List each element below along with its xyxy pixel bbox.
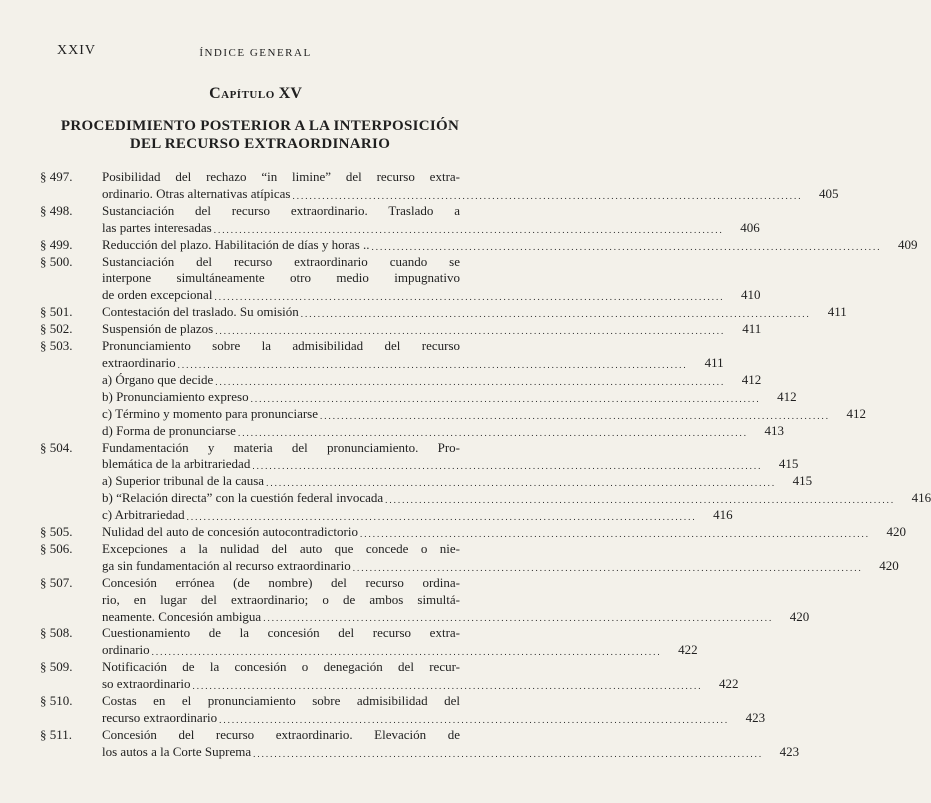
toc-line (102, 659, 460, 676)
toc-line-text: interpone simultáneamente otro medio impugnativo (102, 270, 460, 286)
leader-dots: ........................................................................................................................ (250, 393, 761, 404)
section-number: § 502. (40, 321, 73, 337)
section-number: § 504. (40, 439, 73, 455)
toc-entry-body (102, 202, 760, 237)
toc-page-number: 409 (898, 236, 918, 252)
toc-line-text: Sustanciación del recurso extraordinario. Traslado a (102, 202, 460, 218)
toc-line-final (102, 490, 931, 507)
toc-line-final (102, 405, 866, 423)
toc-line (102, 203, 460, 220)
leader-dots: ........................................................................................................................ (219, 714, 730, 725)
leader-dots: ........................................................................................................................ (215, 326, 726, 337)
toc-entry[interactable] (40, 693, 766, 727)
toc-line (102, 727, 460, 744)
toc-line-text: Reducción del plazo. Habilitación de días y horas .. (102, 236, 370, 252)
leader-dots: ........................................................................................................................ (320, 410, 830, 421)
toc-page-number: 416 (713, 507, 733, 523)
leader-dots: ........................................................................................................................ (300, 309, 811, 320)
toc-line (102, 338, 460, 355)
toc-line-text: ordinario (102, 642, 150, 658)
toc-line-text: ordinario. Otras alternativas atípicas (102, 185, 291, 201)
toc-subentry[interactable] (102, 490, 931, 507)
toc-line-final (102, 524, 906, 541)
toc-entry-body (102, 625, 698, 659)
toc-entry[interactable] (40, 574, 810, 626)
toc-entry-body (102, 169, 839, 203)
toc-line (102, 592, 460, 609)
toc-page-number: 420 (789, 608, 810, 624)
toc-line-text: de orden excepcional (102, 287, 213, 303)
toc-entry-body (102, 253, 761, 305)
toc-line-text: b) “Relación directa” con la cuestión federal invocada (102, 490, 384, 506)
toc-line-final (102, 371, 762, 389)
toc-subentry[interactable] (102, 371, 762, 389)
section-number: § 497. (40, 169, 73, 184)
toc-entry[interactable] (40, 439, 931, 525)
toc-line (102, 541, 460, 558)
chapter-title (55, 117, 465, 153)
toc-line-text: ga sin fundamentación al recurso extraordinario (102, 557, 351, 573)
toc-entry-body (102, 304, 847, 321)
toc-page-number: 420 (886, 524, 906, 540)
toc-line-final (102, 557, 899, 575)
toc-line-final (102, 388, 797, 406)
section-number: § 503. (40, 338, 73, 354)
toc-line-text: a) Órgano que decide (102, 371, 214, 387)
toc-page-number: 415 (778, 456, 799, 472)
toc-entry[interactable] (40, 338, 866, 439)
toc-entry[interactable] (40, 202, 760, 237)
toc-page-number: 411 (827, 304, 847, 320)
toc-page-number: 410 (740, 287, 761, 303)
toc-line-final (102, 642, 698, 659)
toc-line-text: Suspensión de plazos (102, 321, 214, 337)
toc-line-final (102, 185, 839, 203)
toc-entry-body (102, 659, 739, 693)
leader-dots: ........................................................................................................................ (352, 562, 863, 573)
toc-line (102, 575, 460, 592)
section-number: § 498. (40, 202, 73, 218)
leader-dots: ........................................................................................................................ (215, 376, 726, 387)
toc-line-text: so extraordinario (102, 676, 191, 692)
toc-line-text: Cuestionamiento de la concesión del recurso extra- (102, 625, 460, 641)
toc-line-text: recurso extraordinario (102, 710, 218, 725)
leader-dots: ........................................................................................................................ (371, 241, 882, 252)
toc-entry[interactable] (40, 540, 899, 575)
toc-subentry[interactable] (102, 473, 813, 490)
toc-line-text: b) Pronunciamiento expreso (102, 388, 249, 404)
toc-page-number: 412 (741, 371, 762, 387)
leader-dots: ........................................................................................................................ (151, 647, 662, 658)
leader-dots: ........................................................................................................................ (253, 748, 764, 759)
toc-page-number: 423 (779, 743, 800, 759)
toc-page-number: 405 (818, 185, 839, 201)
leader-dots: ........................................................................................................................ (263, 613, 774, 624)
toc-entry-body (102, 693, 766, 727)
toc-page-number: 423 (745, 710, 766, 725)
leader-dots: ........................................................................................................................ (359, 528, 870, 539)
toc-line (102, 625, 460, 642)
toc-line-final (102, 456, 799, 473)
section-number: § 511. (40, 726, 73, 742)
toc-line-final (102, 676, 739, 693)
leader-dots: ........................................................................................................................ (237, 427, 748, 438)
toc-page-number: 413 (764, 422, 784, 438)
toc-entry[interactable] (40, 659, 739, 693)
toc-line-text: Contestación del traslado. Su omisión (102, 304, 299, 320)
toc-line (102, 169, 460, 186)
toc-line-final (102, 321, 762, 338)
chapter-heading (0, 85, 511, 103)
table-of-contents (40, 169, 931, 761)
toc-entry-body (102, 540, 899, 575)
section-number: § 500. (40, 253, 73, 269)
toc-page-number: 422 (718, 676, 739, 692)
toc-page-number: 422 (678, 642, 698, 658)
toc-entry[interactable] (40, 304, 847, 321)
toc-line (102, 270, 460, 287)
toc-line-final (102, 743, 800, 761)
leader-dots: ........................................................................................................................ (213, 224, 724, 235)
toc-page-number: 412 (846, 405, 866, 421)
toc-line-text: neamente. Concesión ambigua (102, 608, 262, 624)
toc-entry-body (102, 726, 800, 761)
section-number: § 506. (40, 540, 73, 556)
section-number: § 510. (40, 693, 73, 709)
toc-subentry[interactable] (102, 388, 797, 406)
chapter-number: XV (278, 85, 302, 102)
chapter-label: Capítulo (209, 85, 275, 102)
toc-line-final (102, 219, 760, 237)
toc-entry-body (102, 338, 866, 439)
toc-line-final (102, 608, 810, 626)
toc-line-text: Costas en el pronunciamiento sobre admisibilidad del (102, 693, 460, 709)
toc-entry-body (102, 236, 918, 254)
toc-line-text: a) Superior tribunal de la causa (102, 473, 265, 489)
leader-dots: ........................................................................................................................ (192, 681, 703, 692)
toc-entry[interactable] (40, 524, 906, 541)
toc-line-text: Sustanciación del recurso extraordinario cuando se (102, 253, 460, 269)
toc-line (102, 440, 460, 457)
leader-dots: ........................................................................................................................ (252, 461, 763, 472)
toc-line-text: Concesión errónea (de nombre) del recurso ordina- (102, 574, 460, 590)
toc-entry[interactable] (40, 253, 761, 305)
section-number: § 499. (40, 236, 73, 252)
leader-dots: ........................................................................................................................ (266, 478, 777, 489)
toc-line-text: Nulidad del auto de concesión autocontradictorio (102, 524, 358, 540)
chapter-title-line-1: PROCEDIMIENTO POSTERIOR A LA INTERPOSICIÓN (60, 118, 460, 134)
toc-page-number: 406 (740, 219, 760, 235)
toc-line-final (102, 287, 761, 304)
section-number: § 501. (40, 304, 73, 320)
toc-line-final (102, 710, 766, 727)
leader-dots: ........................................................................................................................ (214, 292, 725, 303)
leader-dots: ........................................................................................................................ (186, 512, 697, 523)
toc-page-number: 411 (742, 321, 762, 337)
toc-subentry[interactable] (102, 422, 784, 440)
toc-line-text: c) Arbitrariedad (102, 507, 185, 523)
toc-entry[interactable] (40, 625, 698, 659)
toc-line-final (102, 422, 784, 440)
toc-line-final (102, 507, 733, 524)
toc-page-number: 415 (792, 473, 813, 489)
toc-page-number: 420 (879, 557, 899, 573)
toc-entry-body (102, 574, 810, 626)
leader-dots: ........................................................................................................................ (177, 359, 688, 370)
toc-entry[interactable] (40, 169, 839, 203)
leader-dots: ........................................................................................................................ (385, 495, 896, 506)
toc-line (102, 254, 460, 271)
toc-line-text: d) Forma de pronunciarse (102, 422, 236, 438)
toc-page-number: 412 (777, 388, 797, 404)
toc-line-final (102, 304, 847, 321)
toc-line-text: extraordinario (102, 354, 176, 370)
toc-line-final (102, 473, 813, 490)
toc-line-text: Fundamentación y materia del pronunciamiento. Pro- (102, 439, 460, 455)
toc-entry-body (102, 524, 906, 541)
toc-entry-body (102, 321, 762, 338)
page-number: XXIV (57, 43, 96, 58)
toc-line-text: Notificación de la concesión o denegación del recur- (102, 659, 460, 675)
section-number: § 509. (40, 659, 73, 675)
toc-line-text: blemática de la arbitrariedad (102, 456, 251, 472)
toc-line-text: Posibilidad del rechazo “in limine” del recurso extra- (102, 169, 460, 184)
chapter-title-line-2: DEL RECURSO EXTRAORDINARIO (129, 136, 391, 152)
toc-subentry[interactable] (102, 507, 733, 524)
toc-entry-body (102, 439, 931, 525)
toc-line-final (102, 236, 918, 254)
section-number: § 508. (40, 625, 73, 641)
toc-line-text: Concesión del recurso extraordinario. Elevación de (102, 726, 460, 742)
toc-line-text: Excepciones a la nulidad del auto que concede o nie- (102, 540, 460, 556)
section-number: § 505. (40, 524, 73, 540)
toc-line-text: rio, en lugar del extraordinario; o de ambos simultá- (102, 591, 460, 607)
toc-entry[interactable] (40, 236, 918, 254)
toc-line-final (102, 354, 724, 372)
toc-page-number: 416 (911, 490, 931, 506)
leader-dots: ........................................................................................................................ (292, 190, 803, 201)
toc-entry[interactable] (40, 321, 762, 338)
toc-line-text: los autos a la Corte Suprema (102, 743, 252, 759)
toc-subentry[interactable] (102, 405, 866, 423)
toc-entry[interactable] (40, 726, 800, 761)
running-head: ÍNDICE GENERAL (199, 47, 312, 59)
toc-line-text: las partes interesadas (102, 219, 212, 235)
toc-page-number: 411 (704, 354, 724, 370)
section-number: § 507. (40, 574, 73, 590)
toc-line-text: Pronunciamiento sobre la admisibilidad del recurso (102, 338, 460, 354)
toc-line (102, 693, 460, 710)
toc-line-text: c) Término y momento para pronunciarse (102, 405, 318, 421)
